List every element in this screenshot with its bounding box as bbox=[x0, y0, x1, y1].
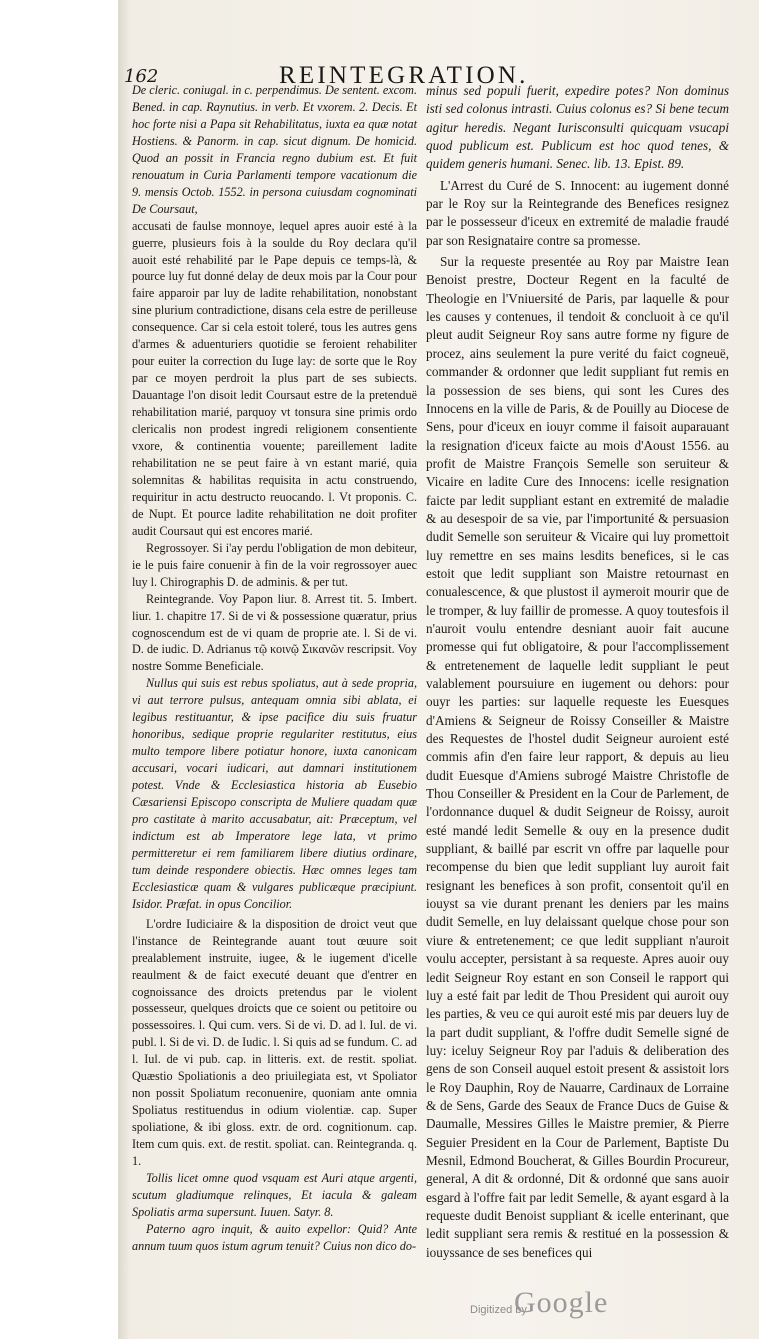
paragraph: Nullus qui suis est rebus spoliatus, aut à sede propria, vi aut terrore pulsus, antequam omnia sibi ablata, ei legibus restituantur, & ipse pacifice diu suis fruatur honoribus, sedique proprie regulariter restitutus, eius multo tempore libere potiatur honore, iuxta canonicam accusari, vocari iudicari, aut damnari institutionem potest. Vnde & Ecclesiastica historia ab Eusebio Cæsariensi Episcopo conscripta de Muliere quadam quæ pro castitate à marito accusabatur, ait: Præceptum, vel indictum est ab Imperatore lege lata, vt primo permitteretur ei rem familiarem libere diutius ordinare, tum deinde respondere obiectis. Hæc omnes leges tam Ecclesiasticæ quam & vulgares publicæque præcipiunt. Isidor. Præfat. in opus Concilior. bbox=[132, 676, 417, 911]
digitized-by-label: Digitized by bbox=[470, 1304, 527, 1316]
running-head: REINTEGRATION. bbox=[279, 62, 529, 89]
paragraph: Reintegrande. Voy Papon liur. 8. Arrest tit. 5. Imbert. liur. 1. chapitre 17. Si de vi & possessione quæratur, prius cognoscendum est de vi quam de proprie ate. l. Si de vi. D. de iudic. D. Adrianus τῷ κοινῷ Σικανῶν rescripsit. Voy nostre Somme Beneficiale. bbox=[132, 591, 417, 674]
paragraph: De cleric. coniugal. in c. perpendimus. De sentent. excom. Bened. in cap. Raynutius. in verb. Et vxorem. 2. Decis. Et hoc forte nisi a Papa sit Rehabilitatus, iuxta ea quæ notat Hostiens. & Panorm. in cap. sicut dignum. De homicid. Quod an possit in Francia regno dubium est. Et fuit renouatum in Curia Parlamenti tempore vacationum die 9. mensis Octob. 1552. in persona cuiusdam cognominati De Coursaut, bbox=[132, 83, 417, 216]
paragraph: Sur la requeste presentée au Roy par Maistre Iean Benoist prestre, Docteur Regent en la faculté de Theologie en l'Vniuersité de Paris, par laquelle & pour les causes y contenues, il tendoit & concluoit à ce qu'il pleut audit Seigneur Roy sans autre forme ny figure de procez, ains seulement la pure verité du faict cogneuë, commander & ordonner que ledit suppliant fut remis en la possession de ses biens, qui sont les Cures des Innocens en la ville de Paris, & de Pouilly au Diocese de Sens, pour d'iceux en iouyr comme il faisoit auparauant la resignation d'iceux faicte au mois d'Aoust 1556. au profit de Maistre François Semelle son seruiteur & Vicaire en ladite Cure des Innocens: icelle resignation faicte par ledit suppliant estant en extremité de maladie & au desespoir de sa vie, par l'importunité & persuasion dudit Semelle son seruiteur & Vicaire qui luy promettoit luy remettre en ses mains lesdits benefices, si le cas estoit que ledit suppliant son Maistre retournast en conualescence, & que plustost il aymeroit mourir que de le tromper, & luy faillir de promesse. A quoy toutesfois il n'auroit voulu entendre desniant auoir fait aucune promesse qui fut obligatoire, & pour l'accomplissement & entretenement de laquelle ledit suppliant le peut valablement poursuiure en iugement ou dehors: pour ouyr les parties: sur laquelle requeste les Euesques d'Amiens & Seigneur de Roissy Conseiller & Maistre des Requestes de l'hostel dudit Seigneur auroient esté commis afin d'en faire leur rapport, & depuis au lieu dudit Euesque d'Amiens subrogé Maistre Christofle de Thou Conseiller & President en la Cour de Parlement, de l'ordonnance duquel & dudit Seigneur de Roissy, auroit esté mandé ledit Semelle & ouy en la presence dudit suppliant, & baillé par escrit vn offre par laquelle pour recompense du bien que ledit suppliant luy auroit fait resignant les benefices à son profit, consentoit qu'il en iouyst sa vie durant prenant les deniers par les mains dudit Semelle, en luy delaissant quelque chose pour son viure & entretenement; ce que ledit suppliant n'auroit voulu accepter, persistant à sa requeste. Apres auoir ouy ledit Seigneur Roy estant en son Conseil le rapport qui luy a esté fait par ledit de Thou President qui auroit ouy les parties, & veu ce qui auroit esté mis par deuers luy de la part dudit suppliant, & l'offre dudit Semelle signé de luy: iceluy Seigneur Roy par l'aduis & deliberation des gens de son Conseil auquel estoit present & assistoit lors le Roy Dauphin, Roy de Nauarre, Cardinaux de Lorraine & de Sens, Garde des Seaux de France Ducs de Guise & Daumalle, Messires Gilles le Maistre premier, & Pierre Seguier President en la Cour de Parlement, Baptiste Du Mesnil, Edmond Boucherat, & Gilles Bourdin Procureur, general, A dit & ordonné, Dit & ordonné que sans auoir esgard à l'offre fait par ledit Semelle, & ayant esgard à la requeste dudit Benoist suppliant & icelle enterinant, que ledit suppliant sera remis & restitué en la possession & iouyssance de ses benefices qui bbox=[426, 254, 729, 1260]
paragraph: minus sed populi fuerit, expedire potes? Non dominus isti sed colonus intrasti. Cuius colonus es? Si bene tecum agitur heredis. Negant Iurisconsulti quicquam vsucapi quod publicum est. Publicum est hoc quod tenes, & quidem generis humani. Senec. lib. 13. Epist. 89. bbox=[426, 83, 729, 172]
paragraph: L'ordre Iudiciaire & la disposition de droict veut que l'instance de Reintegrande auant tout œuure soit prealablement instruite, iugee, & le iugement d'icelle reaulment & de faict executé deuant que d'entrer en cognoissance des droicts pretendus par le violent possesseur, quelques droicts que ce soient ou petitoire ou possessoires. l. Qui cum. vers. Si de vi. D. ad l. Iul. de vi. publ. l. Si de vi. D. de Iudic. l. Si quis ad se fundum. C. ad l. Iul. de vi pub. cap. in litteris. ext. de restit. spoliat. Quæstio Spoliationis a deo priuilegiata est, vt Spoliator non possit Spoliatum reconuenire, quoniam ante omnia Spoliatus restituendus in odium violentiæ. cap. Super spoliatione, & ibi gloss. extr. de ord. cognitionum. cap. Item cum quis. ext. de restit. spoliat. can. Reintegranda. q. 1. bbox=[132, 916, 417, 1169]
google-digitized-watermark bbox=[470, 1286, 730, 1326]
left-text-column bbox=[132, 82, 417, 1255]
paragraph: Paterno agro inquit, & auito expellor: Quid? Ante annum tuum quos istum agrum tenuit? Cuius non dico do- bbox=[132, 1221, 417, 1253]
paragraph: Tollis licet omne quod vsquam est Auri atque argenti, scutum gladiumque relinques, Et iacula & galeam Spoliatis arma supersunt. Iuuen. Satyr. 8. bbox=[132, 1171, 417, 1219]
left-margin bbox=[0, 0, 118, 1339]
paragraph: L'Arrest du Curé de S. Innocent: au iugement donné par le Roy sur la Reintegrande des Benefices resignez par le possesseur d'iceux en extremité de maladie fraudé par son Resignataire contre sa promesse. bbox=[426, 177, 729, 248]
right-text-column bbox=[426, 82, 729, 1262]
paragraph: accusati de faulse monnoye, lequel apres auoir esté à la guerre, plusieurs fois à la soulde du Roy declara qu'il auoit esté rehabilité par le Pape depuis ce temps-là, & pource luy fut donné delay de deux mois par la Cour pour faire apparoir par luy de ladite rehabilitation, nonobstant sine plurium contradictione, disans cela estre de perilleuse consequence. Car si cela estoit toleré, tous les autres gens d'armes & aduenturiers quotidie se feroient rehabiliter pour euiter la correction du Iuge lay: de sorte que le Roy par ce moyen perdroit la plus part de ses subiects. Dauantage l'on disoit ledit Coursaut estre de la pretenduë rehabilitation marié, parquoy vt tonsura sine primis ordo clericalis non prodest ingredi religionem consentiente vxore, & continentia vouente; pareillement ladite rehabilitation ne se peut faire à vn estant marié, quia solemnitas & habilitas requisita in actu construendo, requiritur in actu destructo reuocando. l. Vt proponis. C. de Nupt. Et pource ladite rehabilitation ne doit profiter audit Coursaut qui est encores marié. bbox=[132, 218, 417, 538]
page-number: 162 bbox=[124, 66, 159, 87]
google-logo-text: Google bbox=[514, 1286, 609, 1319]
paragraph: Regrossoyer. Si i'ay perdu l'obligation de mon debiteur, ie le puis faire conuenir à fin de la voir regrossoyer auec luy l. Chirographis D. de adminis. & per tut. bbox=[132, 540, 417, 589]
